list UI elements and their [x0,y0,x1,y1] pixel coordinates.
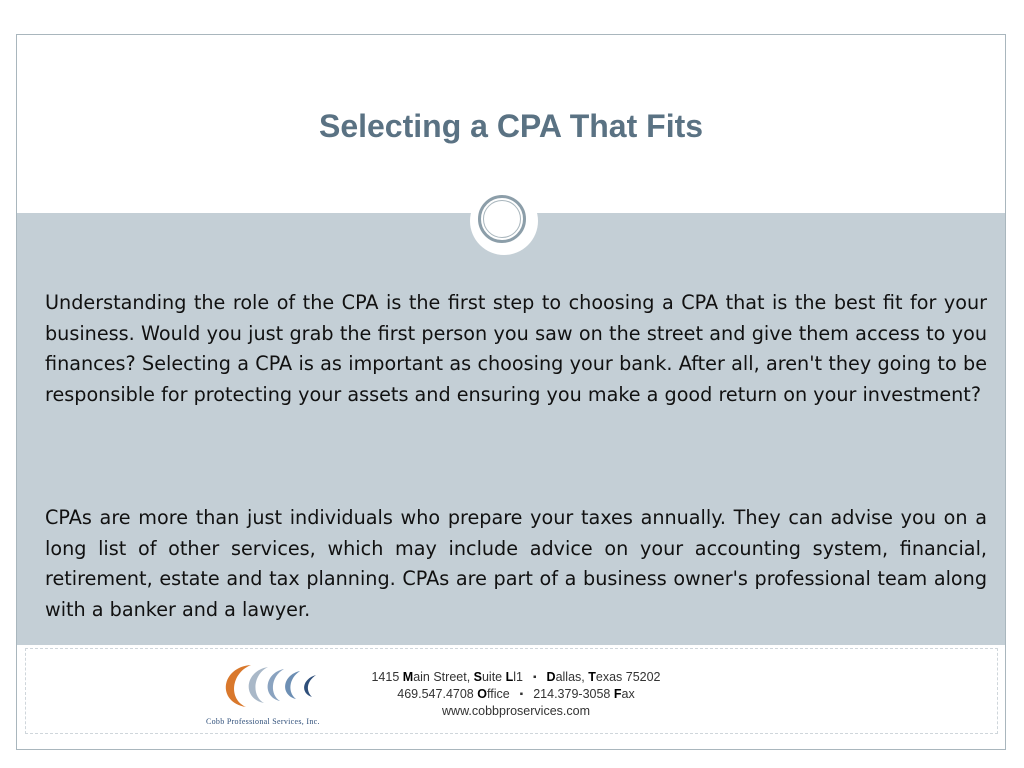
phone-line [346,686,686,703]
company-logo [206,657,341,731]
fax-text: 214.379-3058 [533,687,614,702]
circle-ring-icon [470,187,538,255]
address-text: allas, [555,670,589,684]
address-text: 1415 [371,670,403,684]
fax-text: F [613,687,622,702]
address-text: S [473,670,482,684]
logo-arcs-icon [206,657,341,717]
address-text: ain Street, [413,670,474,684]
address-text: exas 75202 [595,670,661,684]
address-text: L [505,670,514,684]
phone-text: O [477,687,487,702]
address-text: T [588,670,596,684]
footer [25,648,998,734]
paragraph-cpa-services: CPAs are more than just individuals who prepare your taxes annually. They can advise you on a long list of other services, which may include advice on your accounting system, financial, retirement, estate and tax planning. CPAs are part of a business owner's professional team along with a banker and a lawyer. [45,506,987,621]
contact-info [346,669,686,720]
address-line [346,669,686,686]
bullet-separator: ▪ [533,672,537,684]
phone-text: 469.547.4708 [397,687,478,702]
paragraph-role-of-cpa: Understanding the role of the CPA is the first step to choosing a CPA that is the best fit for your business. Would you just grab the first person you saw on the street and give them access to you finances? Selecting a CPA is as important as choosing your bank. After all, aren't they going to be responsible for protecting your assets and ensuring you make a good return on your investment? [45,291,987,406]
address-text: M [402,670,414,684]
address-text: D [546,670,556,684]
phone-text: ffice [486,687,510,702]
bullet-separator: ▪ [519,689,524,701]
slide-title: Selecting a CPA That Fits [318,108,704,144]
inner-ring [483,200,521,238]
logo-wordmark: Cobb Professional Services, Inc. [206,717,320,726]
website-link[interactable]: www.cobbproservices.com [442,704,590,719]
fax-text: ax [621,687,635,702]
address-text: uite [481,670,506,684]
address-text: l1 [513,670,523,684]
